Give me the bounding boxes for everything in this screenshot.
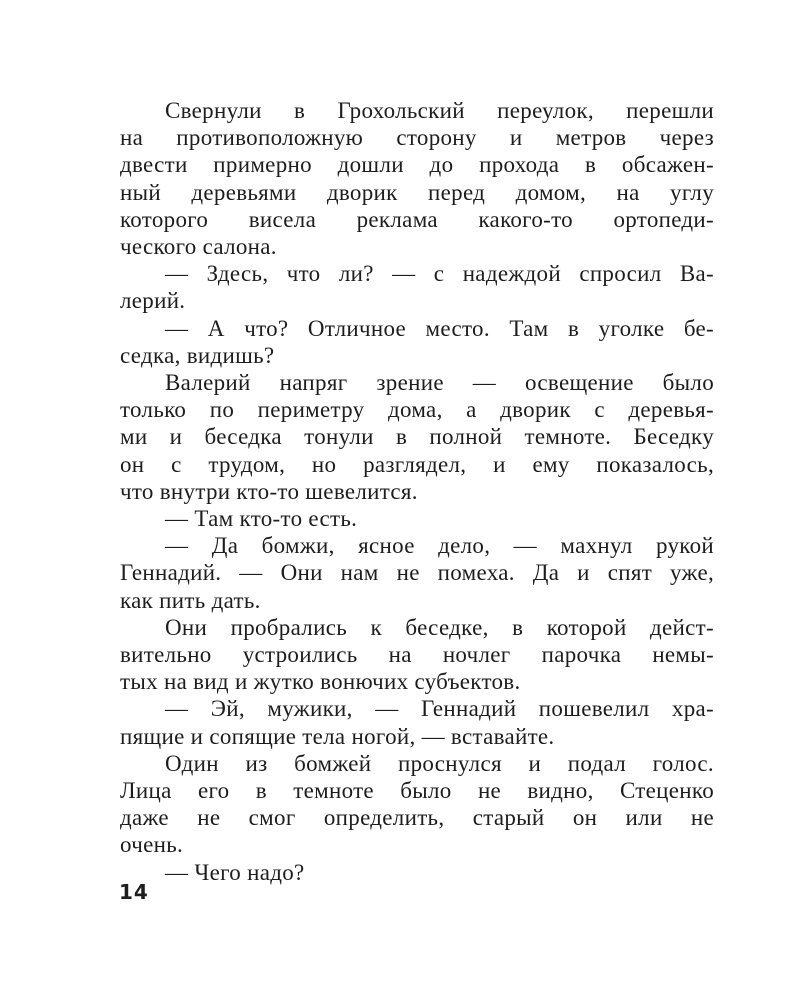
text-line: — Там кто-то есть. <box>165 506 358 532</box>
text-line: на противоположную сторону и метров через <box>120 125 714 151</box>
text-line: — Здесь, что ли? — с надеждой спросил Ва- <box>165 261 714 287</box>
text-line: даже не смог определить, старый он или не <box>120 805 714 831</box>
text-line: седка, видишь? <box>120 342 275 368</box>
text-line: — Да бомжи, ясное дело, — махнул рукой <box>165 533 714 559</box>
text-line: которого висела реклама какого-то ортопеди- <box>120 206 714 232</box>
text-line: пящие и сопящие тела ногой, — вставайте. <box>120 723 555 749</box>
text-line: Один из бомжей проснулся и подал голос. <box>165 750 714 776</box>
text-line: Они пробрались к беседке, в которой дейст- <box>165 614 714 640</box>
text-line: что внутри кто-то шевелится. <box>120 478 418 504</box>
text-line: Свернули в Грохольский переулок, перешли <box>165 98 714 123</box>
text-line: тых на вид и жутко вонючих субъектов. <box>120 669 521 695</box>
text-line: — Чего надо? <box>165 859 305 885</box>
text-line: ческого салона. <box>120 234 277 260</box>
text-line: ный деревьями дворик перед домом, на углу <box>120 179 714 205</box>
page-text <box>120 97 714 886</box>
text-line: Валерий напряг зрение — освещение было <box>165 370 714 396</box>
text-line: ми и беседка тонули в полной темноте. Беседку <box>120 424 714 450</box>
text-line: как пить дать. <box>120 587 261 613</box>
text-line: он с трудом, но разглядел, и ему показалось, <box>120 451 714 477</box>
text-line: очень. <box>120 832 184 858</box>
text-line: — Эй, мужики, — Геннадий пошевелил хра- <box>165 696 714 722</box>
text-line: Геннадий. — Они нам не помеха. Да и спят уже, <box>120 560 714 586</box>
page-number: 14 <box>119 880 149 904</box>
text-line: двести примерно дошли до прохода в обсажен- <box>120 152 714 178</box>
text-line: лерий. <box>120 288 186 314</box>
text-line: вительно устроились на ночлег парочка немы- <box>120 642 714 668</box>
text-line: Лица его в темноте было не видно, Стеценко <box>120 778 714 804</box>
text-line: — А что? Отличное место. Там в уголке бе- <box>165 315 714 341</box>
text-line: только по периметру дома, а дворик с деревья- <box>120 397 714 423</box>
